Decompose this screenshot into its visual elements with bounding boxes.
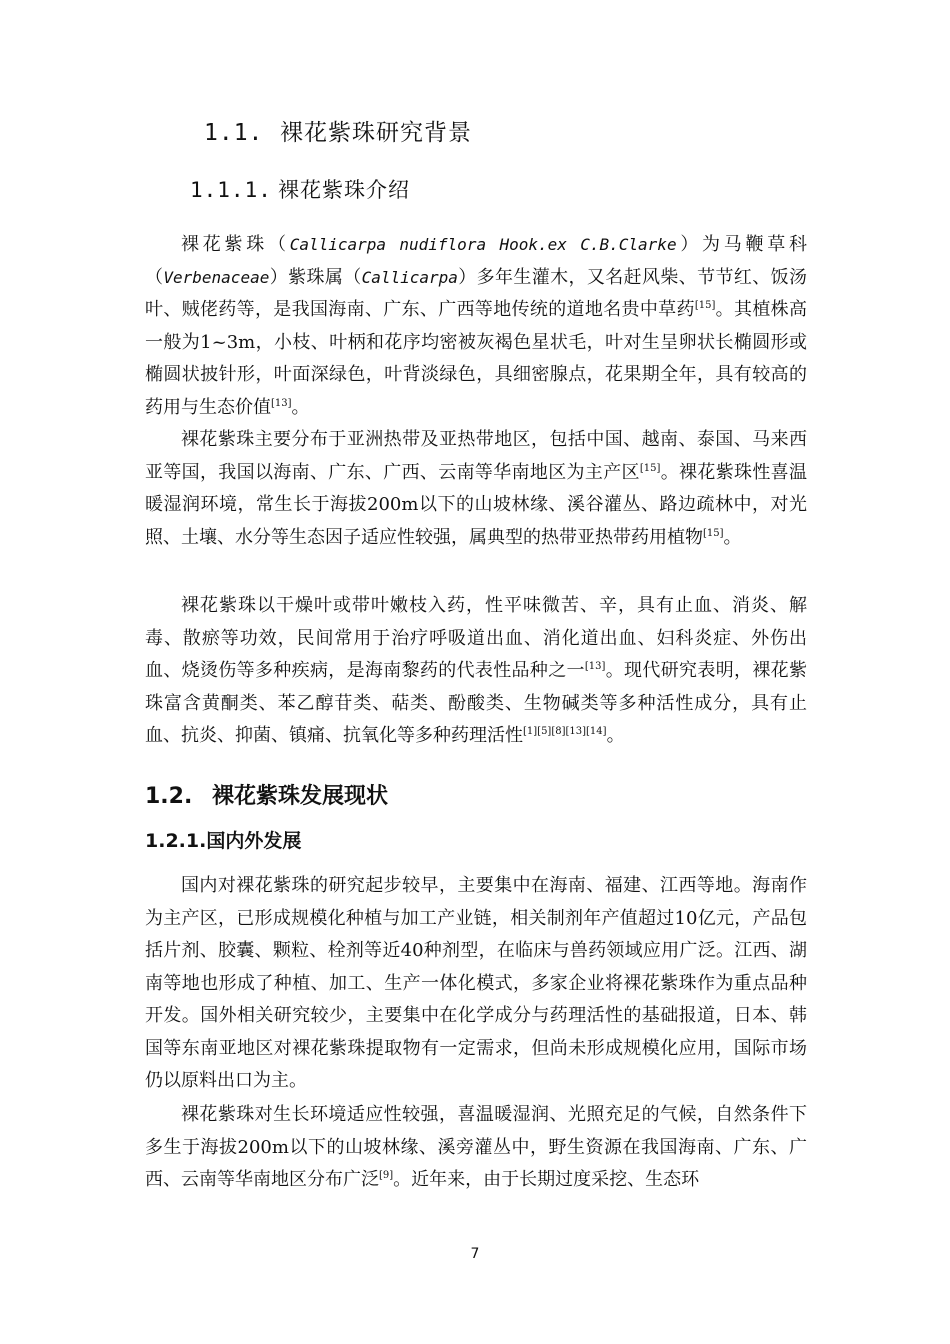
section-heading-1-1 — [204, 114, 472, 147]
text-run: 。 — [291, 396, 310, 418]
citation: [15] — [694, 300, 716, 311]
text-run: 。裸花紫珠性喜温暖湿润环境，常生长于海拔200m以下的山坡林缘、溪谷灌丛、路边疏林中，对光照、土壤、水分等生态因子适应性较强，属典型的热带亚热带药用植物 — [145, 461, 808, 548]
text-run: 。 — [723, 526, 742, 548]
paragraph-medicinal-use — [145, 590, 807, 753]
citation: [13] — [271, 397, 292, 409]
text-run: 裸花紫珠主要分布于亚洲热带及亚热带地区，包括中国、越南、泰国、马来西亚等国，我国以海南、广东、广西、云南等华南地区为主产区 — [145, 429, 807, 483]
latin-name: Callicarpa nudiflora Hook.ex C.B.Clarke — [289, 235, 677, 254]
section-heading-1-2-1: 1.2.1.国内外发展 — [145, 830, 302, 852]
section-number: 1.2. — [145, 784, 193, 809]
section-number: 1.1. — [204, 120, 264, 146]
section-number: 1.1.1. — [190, 178, 272, 202]
paragraph-introduction — [145, 229, 807, 424]
text-run: ）多年生灌木，又名赶风柴、节节红、饭汤叶、贼佬药等，是我国海南、广东、广西等地传统的道地名贵中草药 — [145, 266, 808, 320]
section-heading-1-1-1 — [190, 174, 410, 204]
text-run: ）紫珠属（ — [269, 266, 362, 288]
text-run: 裸花紫珠以干燥叶或带叶嫩枝入药，性平味微苦、辛，具有止血、消炎、解毒、散瘀等功效，民间常用于治疗呼吸道出血、消化道出血、妇科炎症、外伤出血、烧烫伤等多种疾病，是海南黎药的代表性品种之一 — [145, 595, 807, 681]
section-heading-1-2 — [145, 779, 388, 810]
text-run: 。现代研究表明，裸花紫珠富含黄酮类、苯乙醇苷类、萜类、酚酸类、生物碱类等多种活性成分，具有止血、抗炎、抑菌、镇痛、抗氧化等多种药理活性 — [145, 660, 808, 746]
citation: [1][5][8][13][14] — [523, 726, 607, 737]
text-run: 。 — [606, 725, 625, 746]
text-run: 裸花紫珠（ — [181, 234, 290, 255]
text-run: 裸花紫珠对生长环境适应性较强，喜温暖湿润、光照充足的气候，自然条件下多生于海拔200m以下的山坡林缘、溪旁灌丛中，野生资源在我国海南、广东、广西、云南等华南地区分布广泛 — [145, 1104, 807, 1190]
paragraph-domestic-foreign: 国内对裸花紫珠的研究起步较早，主要集中在海南、福建、江西等地。海南作为主产区，已形成规模化种植与加工产业链，相关制剂年产值超过10亿元，产品包括片剂、胶囊、颗粒、栓剂等近40种剂型，在临床与兽药领域应用广泛。江西、湖南等地也形成了种植、加工、生产一体化模式，多家企业将裸花紫珠作为重点品种开发。国外相关研究较少，主要集中在化学成分与药理活性的基础报道，日本、韩国等东南亚地区对裸花紫珠提取物有一定需求，但尚未形成规模化应用，国际市场仍以原料出口为主。 — [145, 875, 807, 1091]
section-title: 裸花紫珠研究背景 — [280, 120, 472, 146]
section-title: 裸花紫珠介绍 — [278, 178, 410, 202]
section-title: 裸花紫珠发展现状 — [212, 784, 389, 809]
citation: [15] — [703, 527, 724, 539]
citation: [15] — [639, 462, 661, 474]
citation: [9] — [379, 1170, 394, 1181]
text-run: 。其植株高一般为1~3m，小枝、叶柄和花序均密被灰褐色星状毛，叶对生呈卵状长椭圆形或椭圆状披针形，叶面深绿色，叶背淡绿色，具细密腺点，花果期全年，具有较高的药用与生态价值 — [145, 299, 807, 418]
paragraph-distribution — [145, 424, 807, 554]
page-number: 7 — [470, 1246, 480, 1262]
text-run: 。近年来，由于长期过度采挖、生态环 — [393, 1169, 700, 1190]
latin-name: Verbenaceae — [163, 267, 270, 287]
paragraph-environment — [145, 1099, 807, 1197]
text-run: ）为马鞭草科（ — [145, 234, 807, 288]
citation: [13] — [584, 661, 606, 672]
latin-name: Callicarpa — [361, 267, 458, 287]
